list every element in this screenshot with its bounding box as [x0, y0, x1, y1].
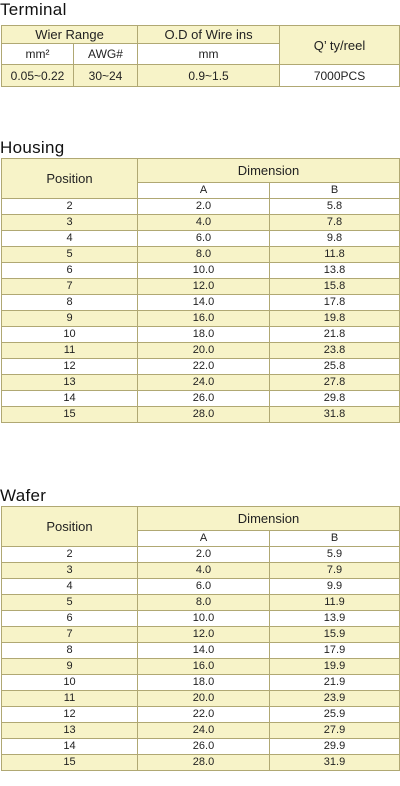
position-cell: 12 — [2, 707, 138, 723]
dim-a-cell: 8.0 — [138, 247, 270, 263]
terminal-section-title: Terminal — [0, 0, 67, 19]
dim-b-cell: 19.9 — [270, 659, 400, 675]
dim-a-cell: 26.0 — [138, 391, 270, 407]
table-row — [2, 263, 400, 279]
dim-b-cell: 13.8 — [270, 263, 400, 279]
table-row — [2, 595, 400, 611]
table-row — [2, 343, 400, 359]
table-row — [2, 627, 400, 643]
dim-b-cell: 31.8 — [270, 407, 400, 423]
position-cell: 14 — [2, 391, 138, 407]
table-row — [2, 327, 400, 343]
dim-b-cell: 17.8 — [270, 295, 400, 311]
position-cell: 8 — [2, 643, 138, 659]
dim-a-cell: 6.0 — [138, 579, 270, 595]
housing-section-title: Housing — [0, 138, 65, 157]
dim-b-cell: 19.8 — [270, 311, 400, 327]
position-cell: 9 — [2, 659, 138, 675]
dim-a-cell: 22.0 — [138, 707, 270, 723]
dim-a-cell: 28.0 — [138, 407, 270, 423]
position-cell: 3 — [2, 215, 138, 231]
position-header: Position — [2, 159, 138, 199]
position-cell: 6 — [2, 263, 138, 279]
table-row — [2, 311, 400, 327]
dim-b-cell: 23.9 — [270, 691, 400, 707]
dim-a-cell: 20.0 — [138, 343, 270, 359]
dim-a-cell: 24.0 — [138, 375, 270, 391]
table-row — [2, 359, 400, 375]
dim-b-cell: 15.9 — [270, 627, 400, 643]
dimension-header: Dimension — [138, 507, 400, 531]
table-row — [2, 755, 400, 771]
dim-b-cell: 29.8 — [270, 391, 400, 407]
dim-a-cell: 4.0 — [138, 563, 270, 579]
table-row — [2, 279, 400, 295]
table-row — [2, 675, 400, 691]
table-row — [2, 643, 400, 659]
table-row — [2, 739, 400, 755]
col-a-header: A — [138, 183, 270, 199]
position-cell: 13 — [2, 723, 138, 739]
dim-b-cell: 29.9 — [270, 739, 400, 755]
table-row — [2, 215, 400, 231]
dimension-header: Dimension — [138, 159, 400, 183]
dim-a-cell: 10.0 — [138, 611, 270, 627]
qty-reel-header: Q’ ty/reel — [280, 26, 400, 65]
position-cell: 10 — [2, 327, 138, 343]
position-cell: 9 — [2, 311, 138, 327]
position-cell: 15 — [2, 407, 138, 423]
table-row — [2, 691, 400, 707]
position-cell: 5 — [2, 247, 138, 263]
mm2-value: 0.05~0.22 — [2, 65, 74, 87]
od-wire-header: O.D of Wire ins — [138, 26, 280, 44]
dim-a-cell: 8.0 — [138, 595, 270, 611]
mm-subheader: mm — [138, 44, 280, 65]
dim-a-cell: 2.0 — [138, 547, 270, 563]
dim-a-cell: 12.0 — [138, 279, 270, 295]
dim-a-cell: 12.0 — [138, 627, 270, 643]
table-row — [2, 611, 400, 627]
awg-subheader: AWG# — [74, 44, 138, 65]
position-cell: 5 — [2, 595, 138, 611]
dim-a-cell: 10.0 — [138, 263, 270, 279]
table-row — [2, 295, 400, 311]
position-cell: 8 — [2, 295, 138, 311]
table-row — [2, 547, 400, 563]
dim-a-cell: 28.0 — [138, 755, 270, 771]
position-cell: 2 — [2, 199, 138, 215]
position-cell: 12 — [2, 359, 138, 375]
dim-b-cell: 25.9 — [270, 707, 400, 723]
dim-b-cell: 5.9 — [270, 547, 400, 563]
position-cell: 15 — [2, 755, 138, 771]
dim-b-cell: 23.8 — [270, 343, 400, 359]
dim-b-cell: 27.9 — [270, 723, 400, 739]
dim-b-cell: 9.8 — [270, 231, 400, 247]
position-cell: 4 — [2, 579, 138, 595]
dim-a-cell: 24.0 — [138, 723, 270, 739]
od-value: 0.9~1.5 — [138, 65, 280, 87]
dim-a-cell: 22.0 — [138, 359, 270, 375]
table-row — [2, 375, 400, 391]
awg-value: 30~24 — [74, 65, 138, 87]
dim-b-cell: 5.8 — [270, 199, 400, 215]
table-row — [2, 231, 400, 247]
dim-a-cell: 18.0 — [138, 327, 270, 343]
qty-value: 7000PCS — [280, 65, 400, 87]
dim-b-cell: 7.8 — [270, 215, 400, 231]
position-cell: 7 — [2, 279, 138, 295]
dim-b-cell: 11.8 — [270, 247, 400, 263]
dim-b-cell: 25.8 — [270, 359, 400, 375]
dim-b-cell: 27.8 — [270, 375, 400, 391]
dim-a-cell: 26.0 — [138, 739, 270, 755]
wafer-table — [1, 506, 400, 771]
mm2-subheader: mm² — [2, 44, 74, 65]
dim-a-cell: 20.0 — [138, 691, 270, 707]
wire-range-header: Wier Range — [2, 26, 138, 44]
dim-a-cell: 14.0 — [138, 643, 270, 659]
dim-b-cell: 15.8 — [270, 279, 400, 295]
dim-b-cell: 21.9 — [270, 675, 400, 691]
terminal-table — [1, 25, 400, 87]
table-row — [2, 247, 400, 263]
table-row — [2, 199, 400, 215]
table-row — [2, 723, 400, 739]
dim-a-cell: 6.0 — [138, 231, 270, 247]
position-header: Position — [2, 507, 138, 547]
dim-a-cell: 16.0 — [138, 311, 270, 327]
position-cell: 3 — [2, 563, 138, 579]
dim-a-cell: 2.0 — [138, 199, 270, 215]
position-cell: 11 — [2, 691, 138, 707]
position-cell: 10 — [2, 675, 138, 691]
dim-b-cell: 9.9 — [270, 579, 400, 595]
position-cell: 13 — [2, 375, 138, 391]
dim-b-cell: 21.8 — [270, 327, 400, 343]
table-row — [2, 707, 400, 723]
dim-a-cell: 16.0 — [138, 659, 270, 675]
position-cell: 4 — [2, 231, 138, 247]
col-a-header: A — [138, 531, 270, 547]
position-cell: 2 — [2, 547, 138, 563]
position-cell: 7 — [2, 627, 138, 643]
dim-b-cell: 31.9 — [270, 755, 400, 771]
dim-a-cell: 4.0 — [138, 215, 270, 231]
table-row — [2, 407, 400, 423]
table-row — [2, 391, 400, 407]
position-cell: 11 — [2, 343, 138, 359]
col-b-header: B — [270, 531, 400, 547]
position-cell: 6 — [2, 611, 138, 627]
dim-b-cell: 11.9 — [270, 595, 400, 611]
position-cell: 14 — [2, 739, 138, 755]
housing-table — [1, 158, 400, 423]
dim-a-cell: 18.0 — [138, 675, 270, 691]
table-row — [2, 579, 400, 595]
dim-b-cell: 13.9 — [270, 611, 400, 627]
col-b-header: B — [270, 183, 400, 199]
table-row — [2, 563, 400, 579]
dim-b-cell: 17.9 — [270, 643, 400, 659]
table-row — [2, 659, 400, 675]
dim-a-cell: 14.0 — [138, 295, 270, 311]
wafer-section-title: Wafer — [0, 486, 47, 505]
dim-b-cell: 7.9 — [270, 563, 400, 579]
